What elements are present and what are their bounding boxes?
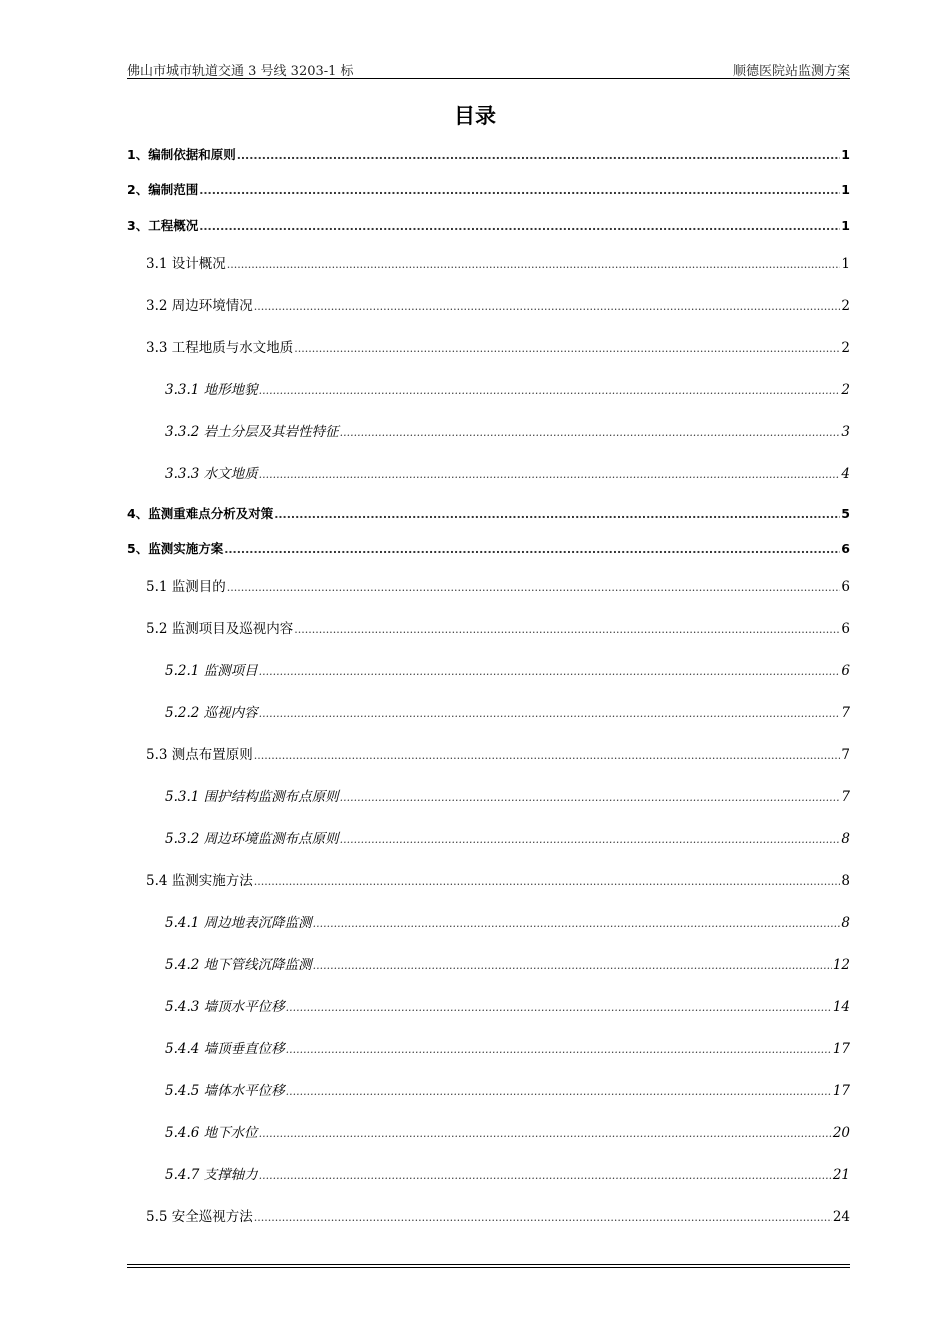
toc-entry[interactable] [127,216,850,236]
toc-page-number: 1 [841,256,850,272]
toc-page-number: 2 [841,298,850,314]
toc-entry-label: 4、监测重难点分析及对策 [127,506,274,521]
toc-page-number: 17 [832,1083,850,1099]
toc-leader [254,298,841,314]
toc-entry-label: 1、编制依据和原则 [127,147,236,162]
toc-entry[interactable] [127,539,850,559]
toc-leader [340,789,841,805]
footer-rule-thin [127,1267,850,1268]
toc-page-number: 6 [841,621,850,637]
toc-entry-label: 3.3.1 地形地貌 [165,382,258,398]
toc-entry-label: 5.4 监测实施方法 [146,873,253,889]
toc-page-number: 12 [832,957,850,973]
toc-page-number: 1 [841,147,850,162]
page-header [127,58,850,79]
toc-leader [340,424,841,440]
toc-leader [199,218,840,233]
toc-leader [237,147,841,162]
toc-page-number: 24 [832,1209,850,1225]
toc-entry-label: 5.4.5 墙体水平位移 [165,1083,285,1099]
toc-entry[interactable] [127,180,850,200]
toc-title: 目录 [454,104,496,128]
toc-page-number: 14 [832,999,850,1015]
toc-leader [259,705,841,721]
toc-leader [259,1125,832,1141]
toc-entry-label: 5.4.7 支撑轴力 [165,1167,258,1183]
toc-leader [224,541,840,556]
toc-page-number: 8 [841,915,850,931]
toc-entry[interactable] [146,743,850,763]
toc-leader [259,1167,832,1183]
toc-page-number: 2 [841,340,850,356]
toc-entry[interactable] [127,504,850,524]
toc-leader [313,915,841,931]
toc-entry-label: 5.2.2 巡视内容 [165,705,258,721]
toc-entry-label: 5、监测实施方案 [127,541,224,556]
header-left-text: 佛山市城市轨道交通 3 号线 3203-1 标 [127,64,354,79]
toc-entry-label: 3.2 周边环境情况 [146,298,253,314]
toc-entry[interactable] [165,701,850,721]
toc-entry-label: 5.4.3 墙顶水平位移 [165,999,285,1015]
toc-entry-label: 5.1 监测目的 [146,579,226,595]
toc-page-number: 6 [841,541,850,556]
toc-entry-label: 3.3.2 岩土分层及其岩性特征 [165,424,339,440]
toc-page-number: 5 [841,506,850,521]
toc-leader [286,999,832,1015]
toc-page-number: 7 [841,747,850,763]
toc-entry[interactable] [146,869,850,889]
toc-leader [340,831,841,847]
toc-entry-label: 5.4.2 地下管线沉降监测 [165,957,312,973]
toc-entry[interactable] [165,911,850,931]
toc-page-number: 8 [841,831,850,847]
toc-entry[interactable] [165,1163,850,1183]
toc-entry[interactable] [146,336,850,356]
toc-entry-label: 3.3 工程地质与水文地质 [146,340,294,356]
toc-entry[interactable] [146,294,850,314]
toc-page-number: 4 [841,466,850,482]
toc-entry[interactable] [165,659,850,679]
toc-entry[interactable] [165,995,850,1015]
toc-leader [259,382,841,398]
toc-entry-label: 5.3.2 周边环境监测布点原则 [165,831,339,847]
toc-leader [254,1209,832,1225]
toc-entry[interactable] [165,953,850,973]
toc-leader [259,466,841,482]
toc-page-number: 17 [832,1041,850,1057]
toc-leader [254,873,841,889]
toc-entry-label: 5.2.1 监测项目 [165,663,258,679]
toc-entry[interactable] [146,575,850,595]
toc-page-number: 2 [841,382,850,398]
toc-entry[interactable] [165,785,850,805]
toc-leader [199,182,840,197]
toc-entry-label: 3.3.3 水文地质 [165,466,258,482]
toc-page-number: 3 [841,424,850,440]
toc-entry-label: 5.5 安全巡视方法 [146,1209,253,1225]
toc-entry-label: 5.3.1 围护结构监测布点原则 [165,789,339,805]
toc-entry-label: 5.4.6 地下水位 [165,1125,258,1141]
footer-rule [127,1264,850,1265]
toc-entry[interactable] [165,420,850,440]
toc-entry[interactable] [146,617,850,637]
toc-entry[interactable] [165,378,850,398]
toc-leader [294,340,840,356]
toc-entry-label: 2、编制范围 [127,182,199,197]
toc-entry[interactable] [165,462,850,482]
toc-page-number: 20 [832,1125,850,1141]
toc-leader [274,506,840,521]
toc-entry[interactable] [165,1079,850,1099]
toc-leader [227,256,841,272]
toc-entry[interactable] [165,1037,850,1057]
toc-entry-label: 5.4.1 周边地表沉降监测 [165,915,312,931]
toc-entry-label: 5.2 监测项目及巡视内容 [146,621,294,637]
toc-entry-label: 5.3 测点布置原则 [146,747,253,763]
toc-leader [227,579,841,595]
toc-entry[interactable] [165,827,850,847]
toc-page-number: 7 [841,789,850,805]
toc-leader [286,1041,832,1057]
toc-leader [313,957,832,973]
toc-entry[interactable] [146,252,850,272]
toc-page-number: 6 [841,663,850,679]
toc-entry-label: 3、工程概况 [127,218,199,233]
header-right-text: 顺德医院站监测方案 [732,64,850,79]
toc-page-number: 21 [832,1167,850,1183]
toc-leader [254,747,841,763]
toc-entry-label: 3.1 设计概况 [146,256,226,272]
toc-entry[interactable] [165,1121,850,1141]
toc-page-number: 8 [841,873,850,889]
toc-leader [259,663,841,679]
toc-leader [294,621,840,637]
toc-page-number: 7 [841,705,850,721]
toc-page-number: 6 [841,579,850,595]
toc-page-number: 1 [841,218,850,233]
toc-page-number: 1 [841,182,850,197]
toc-entry[interactable] [146,1205,850,1225]
toc-entry-label: 5.4.4 墙顶垂直位移 [165,1041,285,1057]
toc-leader [286,1083,832,1099]
toc-entry[interactable] [127,145,850,165]
